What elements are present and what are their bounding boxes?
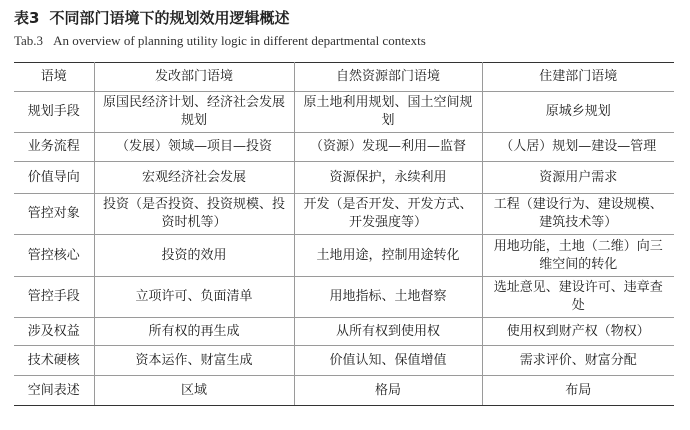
header-housing-construction: 住建部门语境 (482, 63, 674, 92)
cell: 资本运作、财富生成 (94, 346, 294, 376)
cell: 资源保护，永续利用 (294, 162, 482, 194)
cell: 原城乡规划 (482, 92, 674, 133)
cell: 宏观经济社会发展 (94, 162, 294, 194)
table-row (14, 162, 674, 194)
cell: 工程（建设行为、建设规模、建筑技术等） (482, 194, 674, 235)
table-row (14, 194, 674, 235)
row-label: 价值导向 (14, 162, 94, 194)
cell: 立项许可、负面清单 (94, 277, 294, 318)
cell: 使用权到财产权（物权） (482, 318, 674, 346)
cell: 原土地利用规划、国土空间规划 (294, 92, 482, 133)
cell: 需求评价、财富分配 (482, 346, 674, 376)
table-row (14, 92, 674, 133)
cell: 投资的效用 (94, 235, 294, 277)
table-row (14, 346, 674, 376)
cell: 用地指标、土地督察 (294, 277, 482, 318)
table-row (14, 277, 674, 318)
table-row (14, 318, 674, 346)
table-title-zh: 不同部门语境下的规划效用逻辑概述 (49, 9, 290, 27)
cell: 价值认知、保值增值 (294, 346, 482, 376)
cell: 格局 (294, 376, 482, 406)
cell: （资源）发现—利用—监督 (294, 133, 482, 162)
table-row (14, 235, 674, 277)
header-context: 语境 (14, 63, 94, 92)
table-header-row (14, 63, 674, 92)
row-label: 管控核心 (14, 235, 94, 277)
cell: 土地用途，控制用途转化 (294, 235, 482, 277)
cell: 从所有权到使用权 (294, 318, 482, 346)
cell: （发展）领域—项目—投资 (94, 133, 294, 162)
header-natural-resources: 自然资源部门语境 (294, 63, 482, 92)
table-number-zh: 表3 (14, 9, 40, 27)
table-number-en: Tab.3 (14, 33, 44, 48)
cell: 原国民经济计划、经济社会发展规划 (94, 92, 294, 133)
table-title-en: An overview of planning utility logic in different departmental contexts (53, 33, 426, 48)
cell: 开发（是否开发、开发方式、开发强度等） (294, 194, 482, 235)
table-row (14, 133, 674, 162)
cell: 投资（是否投资、投资规模、投资时机等） (94, 194, 294, 235)
row-label: 规划手段 (14, 92, 94, 133)
row-label: 技术硬核 (14, 346, 94, 376)
table-row (14, 376, 674, 406)
cell: （人居）规划—建设—管理 (482, 133, 674, 162)
planning-logic-table (14, 62, 674, 406)
row-label: 管控对象 (14, 194, 94, 235)
cell: 资源用户需求 (482, 162, 674, 194)
cell: 选址意见、建设许可、违章查处 (482, 277, 674, 318)
row-label: 业务流程 (14, 133, 94, 162)
row-label: 涉及权益 (14, 318, 94, 346)
header-development-reform: 发改部门语境 (94, 63, 294, 92)
cell: 布局 (482, 376, 674, 406)
cell: 用地功能，土地（二维）向三维空间的转化 (482, 235, 674, 277)
table-caption-zh (14, 7, 289, 28)
table-caption-en (14, 33, 426, 49)
row-label: 管控手段 (14, 277, 94, 318)
row-label: 空间表述 (14, 376, 94, 406)
cell: 区域 (94, 376, 294, 406)
cell: 所有权的再生成 (94, 318, 294, 346)
